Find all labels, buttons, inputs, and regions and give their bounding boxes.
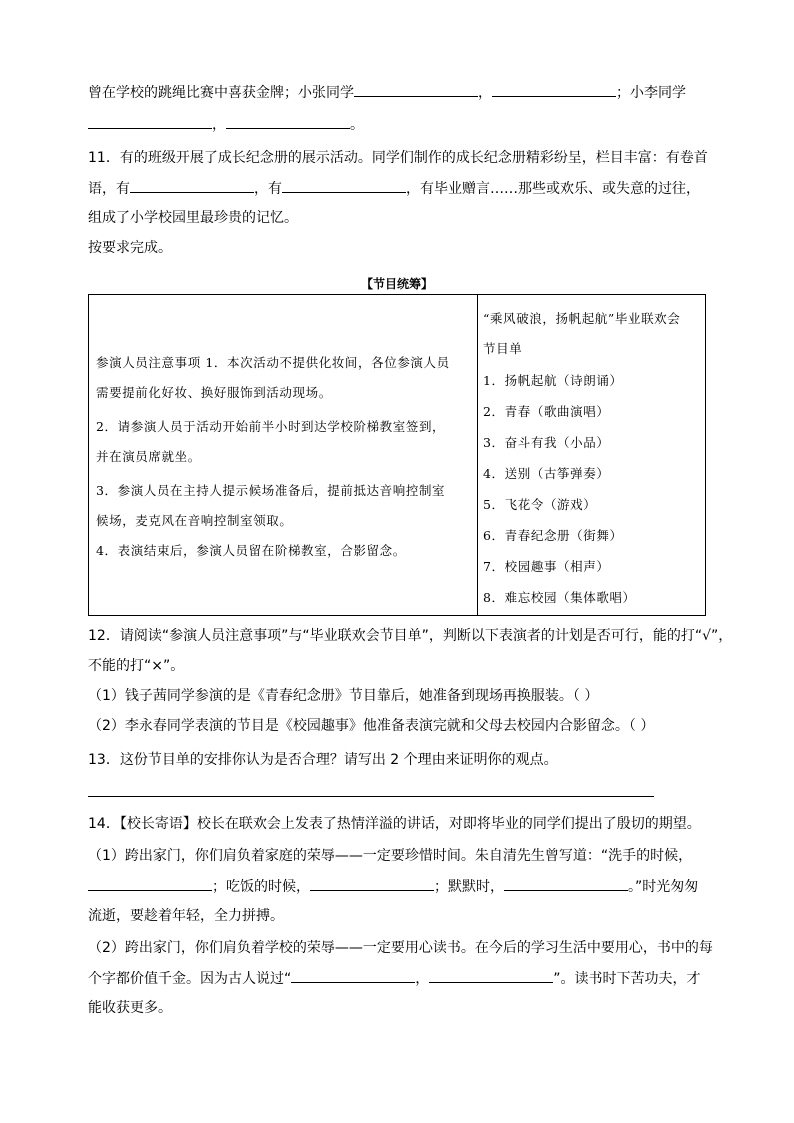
program-item: 6．青春纪念册（街舞） <box>483 528 623 543</box>
q10-text-b: ；小李同学 <box>616 85 686 101</box>
q11-line-2 <box>88 178 700 199</box>
q13-line-1: 13．这份节目单的安排你认为是否合理？请写出 2 个理由来证明你的观点。 <box>88 752 558 768</box>
q14-text-c: 。”时光匆匆 <box>628 879 699 895</box>
q14-p2-line-2 <box>88 968 701 989</box>
program-subtitle: 节目单 <box>483 341 523 356</box>
q14-text-f: ”。读书时下苦功夫，才 <box>553 971 701 987</box>
q14-blank-1[interactable] <box>88 876 212 891</box>
table-divider <box>477 295 478 615</box>
q14-blank-2[interactable] <box>310 876 434 891</box>
q11-blank-1[interactable] <box>130 178 254 193</box>
q14-text-b: ；默默时， <box>434 879 504 895</box>
program-item: 3．奋斗有我（小品） <box>483 435 610 450</box>
program-item: 4．送别（古筝弹奏） <box>483 466 610 481</box>
q10-line-2 <box>88 114 364 135</box>
q12-line-2: 不能的打“×”。 <box>88 658 185 674</box>
program-title: “乘风破浪，扬帆起航”毕业联欢会 <box>483 311 681 326</box>
q12-item-1: （1）钱子茜同学参演的是《青春纪念册》节目靠后，她准备到现场再换服装。（ ） <box>88 688 599 704</box>
q12-line-1: 12．请阅读“参演人员注意事项”与“毕业联欢会节目单”，判断以下表演者的计划是否可行，能的打“√”， <box>88 628 733 644</box>
table-title: 【节目统筹】 <box>360 277 433 291</box>
q11-instruction: 按要求完成。 <box>88 240 172 256</box>
q10-text-a: 曾在学校的跳绳比赛中喜获金牌；小张同学 <box>88 85 354 101</box>
q14-blank-5[interactable] <box>429 968 553 983</box>
q14-blank-3[interactable] <box>504 876 628 891</box>
program-item: 1．扬帆起航（诗朗诵） <box>483 373 623 388</box>
program-item: 7．校园趣事（相声） <box>483 559 610 574</box>
program-item: 5．飞花令（游戏） <box>483 497 597 512</box>
q14-p1-line-1: （1）跨出家门，你们肩负着家庭的荣辱——一定要珍惜时间。朱自清先生曾写道：“洗手的时候， <box>88 848 693 864</box>
q11-blank-2[interactable] <box>282 178 406 193</box>
q14-p1-line-3: 流逝，要趁着年轻，全力拼搏。 <box>88 908 284 924</box>
notice-line: 并在演员席就坐。 <box>96 449 201 464</box>
q10-comma-2: ， <box>212 117 226 133</box>
program-table <box>88 294 706 616</box>
notice-line: 需要提前化好妆、换好服饰到活动现场。 <box>96 385 332 400</box>
q10-comma: ， <box>478 85 492 101</box>
q11-text-c: ，有毕业赠言……那些或欢乐、或失意的过往， <box>406 181 700 197</box>
q14-text-d: 个字都价值千金。因为古人说过“ <box>88 971 292 987</box>
q11-text-a: 语，有 <box>88 181 130 197</box>
q14-line-1: 14．【校长寄语】校长在联欢会上发表了热情洋溢的讲话，对即将毕业的同学们提出了殷切的期望。 <box>88 816 701 832</box>
q10-blank-2[interactable] <box>492 82 616 97</box>
program-item: 2．青春（歌曲演唱） <box>483 404 610 419</box>
program-item: 8．难忘校园（集体歌唱） <box>483 590 636 605</box>
q13-answer-line[interactable] <box>88 796 654 797</box>
notice-line: 3．参演人员在主持人提示候场准备后，提前抵达音响控制室 <box>96 483 446 498</box>
notice-line: 候场，麦克风在音响控制室领取。 <box>96 513 293 528</box>
q14-blank-4[interactable] <box>291 968 415 983</box>
q14-p2-line-1: （2）跨出家门，你们肩负着学校的荣辱——一定要用心读书。在今后的学习生活中要用心，书中的每 <box>88 940 713 956</box>
q11-line-3: 组成了小学校园里最珍贵的记忆。 <box>88 210 298 226</box>
q10-period: 。 <box>350 117 364 133</box>
q10-line-1 <box>88 82 686 103</box>
q11-line-1: 11．有的班级开展了成长纪念册的展示活动。同学们制作的成长纪念册精彩纷呈，栏目丰富：有卷首 <box>88 150 708 166</box>
q14-p2-line-3: 能收获更多。 <box>88 1000 172 1016</box>
q10-blank-4[interactable] <box>226 114 350 129</box>
notice-line: 参演人员注意事项 1．本次活动不提供化妆间，各位参演人员 <box>96 355 450 370</box>
notice-line: 4．表演结束后，参演人员留在阶梯教室，合影留念。 <box>96 543 406 558</box>
q11-text-b: ，有 <box>254 181 282 197</box>
q12-item-2: （2）李永春同学表演的节目是《校园趣事》他准备表演完就和父母去校园内合影留念。（ ） <box>88 718 655 734</box>
q14-text-e: ， <box>415 971 430 987</box>
q14-text-a: ；吃饭的时候， <box>212 879 310 895</box>
q10-blank-3[interactable] <box>88 114 212 129</box>
q10-blank-1[interactable] <box>354 82 478 97</box>
notice-line: 2．请参演人员于活动开始前半小时到达学校阶梯教室签到， <box>96 419 446 434</box>
q14-p1-line-2 <box>88 876 698 897</box>
